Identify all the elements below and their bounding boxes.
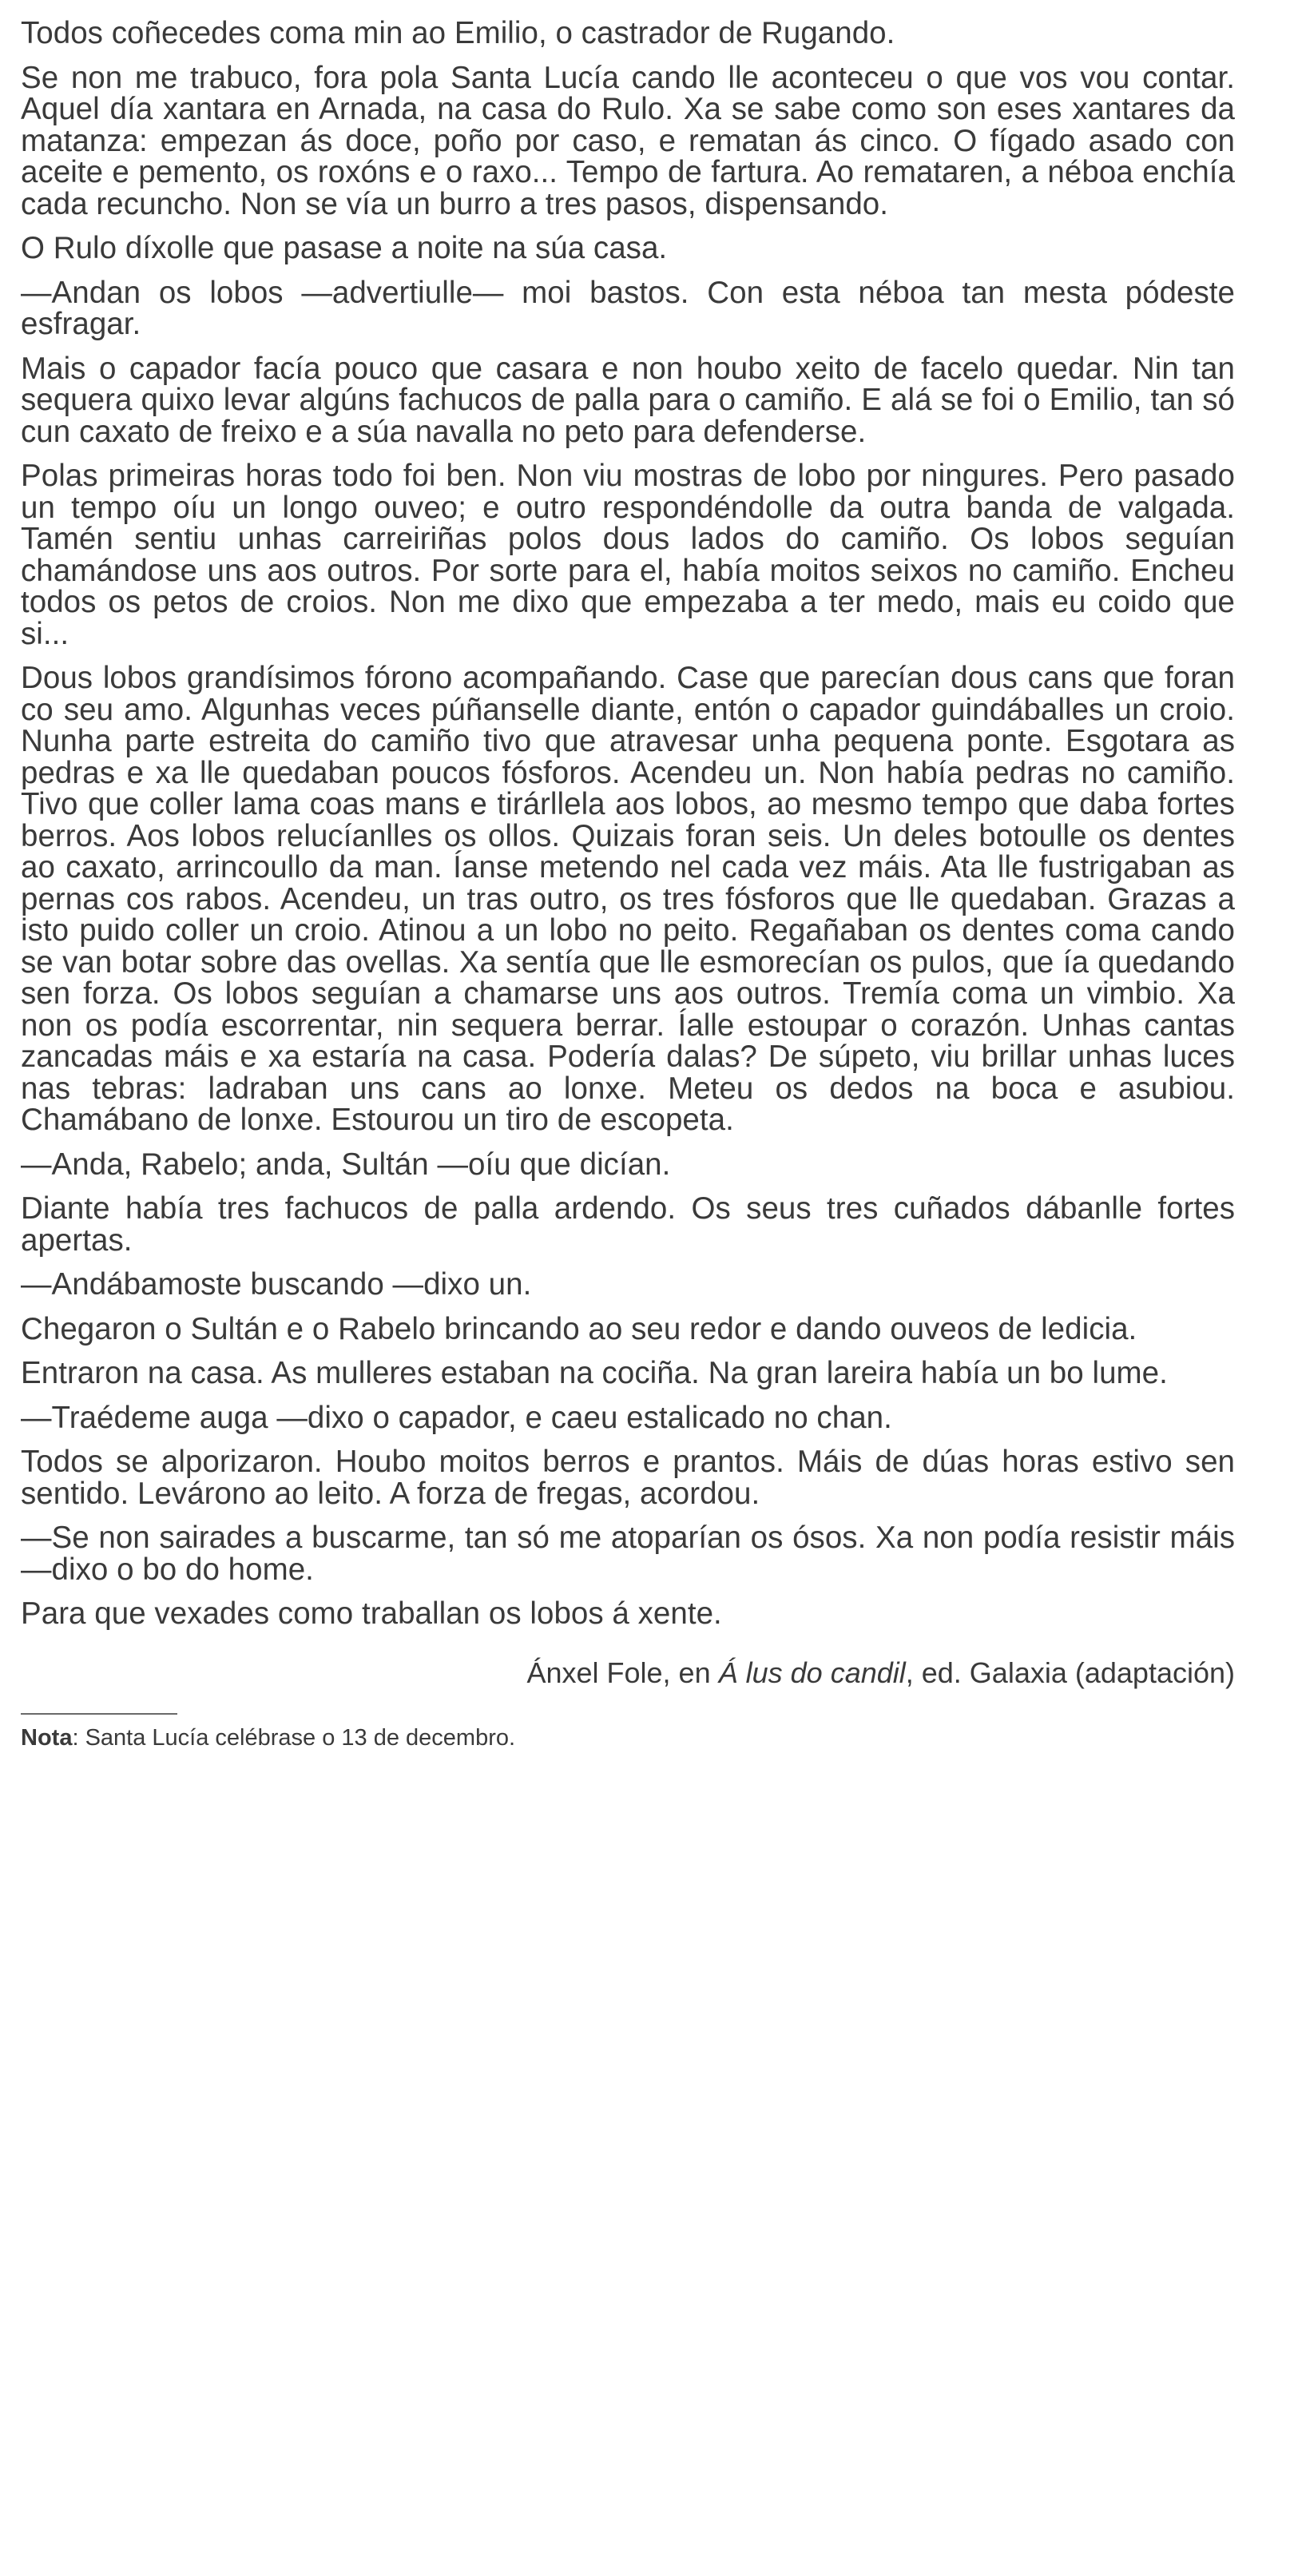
story-paragraph: O Rulo díxolle que pasase a noite na súa casa. bbox=[21, 231, 668, 265]
story-paragraph: Todos coñecedes coma min ao Emilio, o castrador de Rugando. bbox=[21, 16, 895, 50]
story-paragraph: Polas primeiras horas todo foi ben. Non viu mostras de lobo por ningures. Pero pasado un tempo oíu un longo ouveo; e outro respondéndolle da outra banda de valgada. Tamén sentiu unhas carreiriñas polos dous lados do camiño. Os lobos seguían chamándose uns aos outros. Por sorte para el, había moitos seixos no camiño. Encheu todos os petos de croios. Non me dixo que empezaba a ter medo, mais eu coido que si... bbox=[21, 459, 1235, 651]
footnote-text: : Santa Lucía celébrase o 13 de decembro. bbox=[72, 1724, 516, 1751]
story-paragraph: Entraron na casa. As mulleres estaban na cociña. Na gran lareira había un bo lume. bbox=[21, 1356, 1168, 1390]
footnote-label: Nota bbox=[21, 1724, 73, 1751]
story-paragraph: Todos se alporizaron. Houbo moitos berros e prantos. Máis de dúas horas estivo sen sentido. Levárono ao leito. A forza de fregas, acordou. bbox=[21, 1445, 1235, 1511]
attribution-book-title: Á lus do candil bbox=[718, 1656, 906, 1689]
story-paragraph: —Andan os lobos —advertiulle— moi bastos. Con esta néboa tan mesta pódeste esfragar. bbox=[21, 275, 1235, 341]
story-paragraph: Para que vexades como traballan os lobos á xente. bbox=[21, 1596, 722, 1631]
story-paragraph: —Traédeme auga —dixo o capador, e caeu estalicado no chan. bbox=[21, 1400, 892, 1435]
story-page bbox=[21, 18, 1235, 1751]
footnote bbox=[21, 1724, 1235, 1751]
story-paragraph: Dous lobos grandísimos fórono acompañando. Case que parecían dous cans que foran co seu amo. Algunhas veces púñanselle diante, entón o capador guindáballes un croio. Nunha parte estreita do camiño tivo que atravesar unha pequena ponte. Esgotara as pedras e xa lle quedaban poucos fósforos. Acendeu un. Non había pedras no camiño. Tivo que coller lama coas mans e tirárllela aos lobos, ao mesmo tempo que daba fortes berros. Aos lobos relucíanlles os ollos. Quizais foran seis. Un deles botoulle os dentes ao caxato, arrincoullo da man. Íanse metendo nel cada vez máis. Ata lle fustrigaban as pernas cos rabos. Acendeu, un tras outro, os tres fósforos que lle quedaban. Grazas a isto puido coller un croio. Atinou a un lobo no peito. Regañaban os dentes coma cando se van botar sobre das ovellas. Xa sentía que lle esmorecían os pulos, que ía quedando sen forza. Os lobos seguían a chamarse uns aos outros. Tremía coma un vimbio. Xa non os podía escorrentar, nin sequera berrar. Íalle estoupar o corazón. Unhas cantas zancadas máis e xa estaría na casa. Podería dalas? De súpeto, viu brillar unhas luces nas tebras: ladraban uns cans ao lonxe. Meteu os dedos na boca e asubiou. Chamábano de lonxe. Estourou un tiro de escopeta. bbox=[21, 661, 1235, 1137]
attribution bbox=[21, 1657, 1235, 1689]
attribution-publisher: , ed. Galaxia (adaptación) bbox=[905, 1656, 1235, 1689]
story-paragraph: Chegaron o Sultán e o Rabelo brincando ao seu redor e dando ouveos de ledicia. bbox=[21, 1311, 1137, 1346]
story-paragraph: —Anda, Rabelo; anda, Sultán —oíu que dicían. bbox=[21, 1147, 671, 1182]
story-body bbox=[21, 18, 1235, 1630]
story-paragraph: Mais o capador facía pouco que casara e non houbo xeito de facelo quedar. Nin tan sequera quixo levar algúns fachucos de palla para o camiño. E alá se foi o Emilio, tan só cun caxato de freixo e a súa navalla no peto para defenderse. bbox=[21, 351, 1235, 449]
story-paragraph: Diante había tres fachucos de palla ardendo. Os seus tres cuñados dábanlle fortes apertas. bbox=[21, 1191, 1235, 1258]
story-paragraph: —Se non sairades a buscarme, tan só me atoparían os ósos. Xa non podía resistir máis —dixo o bo do home. bbox=[21, 1521, 1235, 1587]
attribution-author: Ánxel Fole, en bbox=[526, 1656, 719, 1689]
story-paragraph: Se non me trabuco, fora pola Santa Lucía cando lle aconteceu o que vos vou contar. Aquel día xantara en Arnada, na casa do Rulo. Xa se sabe como son eses xantares da matanza: empezan ás doce, poño por caso, e rematan ás cinco. O fígado asado con aceite e pemento, os roxóns e o raxo... Tempo de fartura. Ao remataren, a néboa enchía cada recuncho. Non se vía un burro a tres pasos, dispensando. bbox=[21, 60, 1235, 221]
story-paragraph: —Andábamoste buscando —dixo un. bbox=[21, 1267, 532, 1302]
footnote-divider bbox=[21, 1713, 177, 1715]
